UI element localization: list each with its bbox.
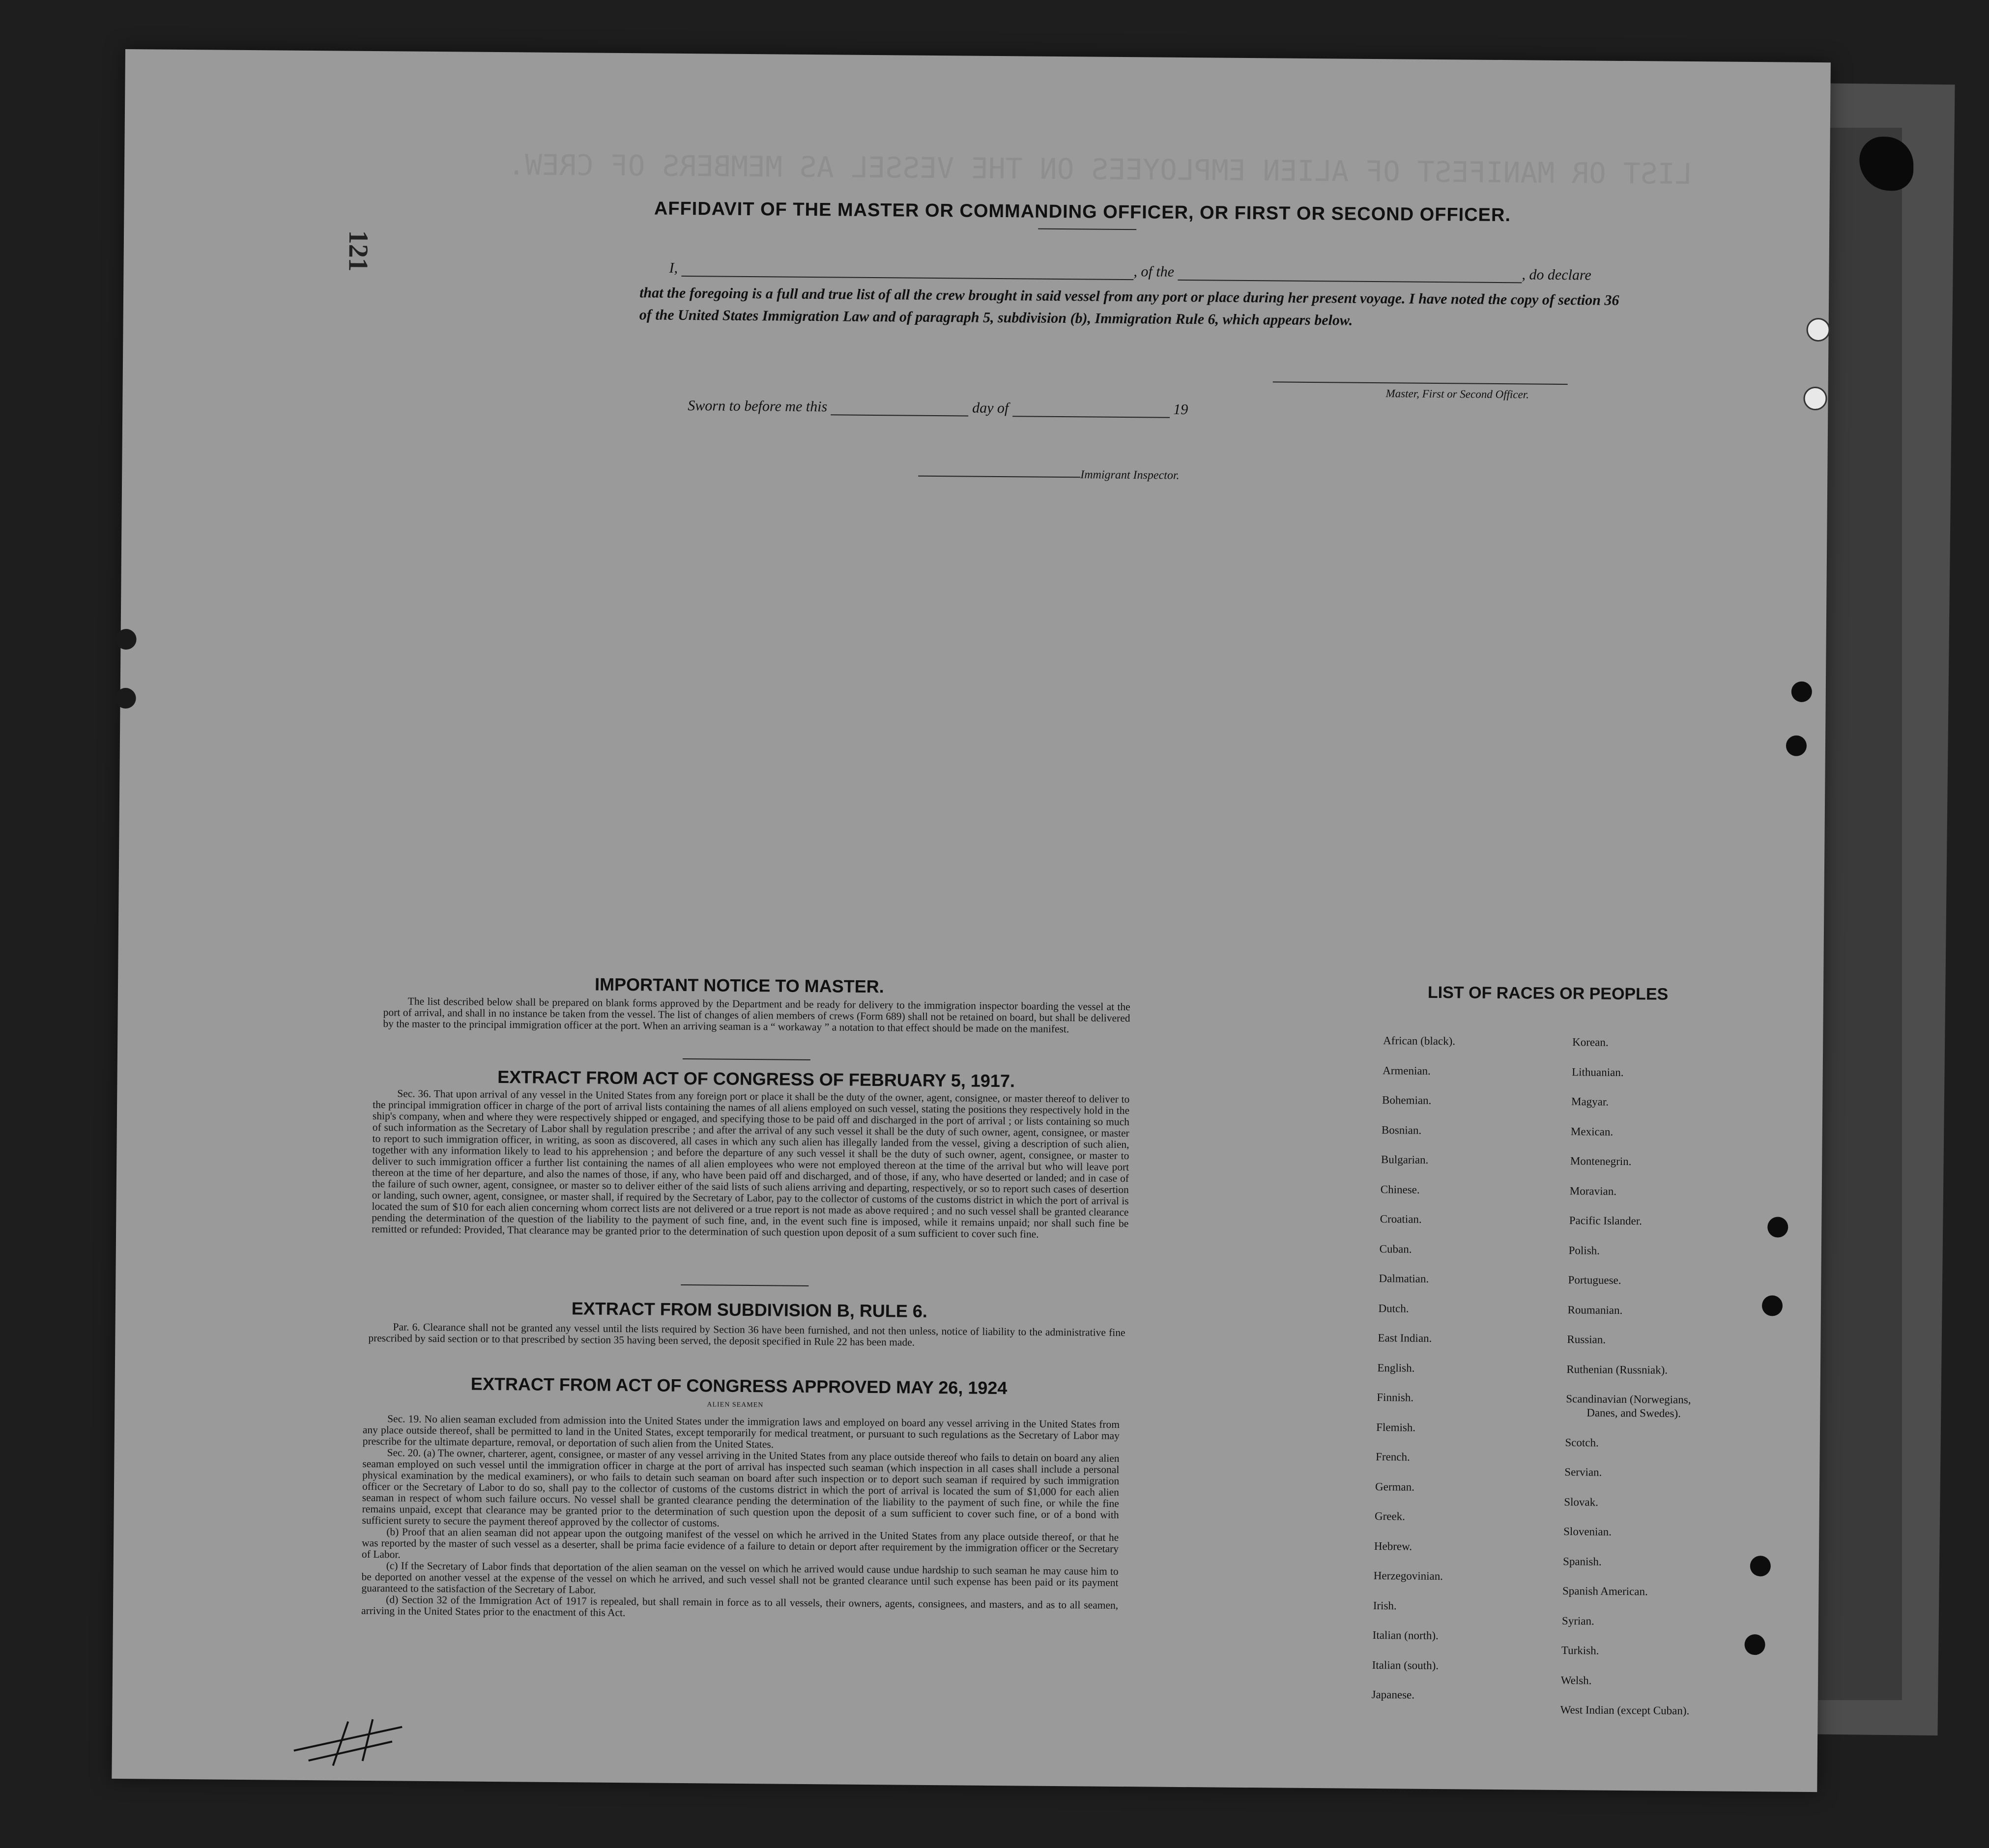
race-item: Portuguese. — [1568, 1274, 1621, 1286]
declaration-end: , do declare — [1522, 266, 1591, 284]
race-item: English. — [1377, 1361, 1415, 1374]
race-item: African (black). — [1383, 1034, 1456, 1048]
race-item: Spanish American. — [1562, 1585, 1648, 1598]
day-blank — [831, 414, 969, 416]
race-item: Chinese. — [1380, 1183, 1420, 1196]
race-item: Welsh. — [1560, 1674, 1592, 1687]
vessel-blank — [1178, 280, 1522, 283]
rule6-text: Par. 6. Clearance shall not be granted any vessel until the lists required by Section 36 have been furnished, and not then unless, notice of liability to the administrative fine prescribed by said section or to that prescribed by section 35 having been served, the deposit specified in Rule 22 has been made. — [368, 1321, 1125, 1348]
race-item: Mexican. — [1570, 1125, 1614, 1138]
notice-text: The list described below shall be prepared on blank forms approved by the Department and be ready for delivery to the immigration inspector boarding the vessel at the port of arrival, and shall in no instance be taken from the vessel. The list of changes of alien members of crews (Form 689) shall not be retained on board, but shall be delivered by the master to the principal immigration officer at the port. When an arriving seaman is a “ workaway ” a notation to that effect should be made on the manifest. — [383, 995, 1130, 1035]
race-item: Slovenian. — [1563, 1525, 1612, 1538]
manifest-page — [112, 49, 1831, 1792]
race-item: Bohemian. — [1382, 1094, 1432, 1107]
race-item: East Indian. — [1378, 1332, 1432, 1344]
affidavit-body: that the foregoing is a full and true list of all the crew brought in said vessel from any port or place during her present voyage. I have noted the copy of section 36 of the United States Immigration Law and of paragraph 5, subdivision (b), Immigration Rule 6, which appears below. — [639, 284, 1619, 329]
race-item: Pacific Islander. — [1569, 1214, 1643, 1227]
race-item: Montenegrin. — [1570, 1155, 1632, 1168]
name-blank — [681, 276, 1133, 280]
race-item: Irish. — [1373, 1599, 1397, 1612]
race-item: Herzegovinian. — [1373, 1569, 1443, 1583]
form-content — [112, 49, 1831, 1792]
title-rule — [1038, 228, 1136, 230]
race-item: Servian. — [1564, 1466, 1602, 1478]
race-item: Moravian. — [1569, 1184, 1617, 1197]
extract-1924-text — [361, 1413, 1120, 1622]
race-item: Danes, and Swedes). — [1586, 1406, 1681, 1420]
alien-seamen-subtitle: ALIEN SEAMEN — [707, 1401, 764, 1409]
races-title: LIST OF RACES OR PEOPLES — [1427, 983, 1669, 1004]
sec-20d-paragraph: (d) Section 32 of the Immigration Act of 1917 is repealed, but shall remain in force as to all vessels, their owners, agents, consignees, and masters, and as to all seamen, arriving in the United States prior to the enactment of this Act. — [361, 1593, 1119, 1619]
race-item: Roumanian. — [1567, 1303, 1623, 1316]
race-item: West Indian (except Cuban). — [1560, 1704, 1690, 1717]
rule6-title: EXTRACT FROM SUBDIVISION B, RULE 6. — [571, 1298, 928, 1321]
race-item: Japanese. — [1371, 1688, 1415, 1701]
race-item: Lithuanian. — [1572, 1065, 1624, 1079]
sec-20c-paragraph: (c) If the Secretary of Labor finds that deportation of the alien seaman on the vessel on which he arrived would cause undue hardship to such seaman he may cause him to be deported on another vessel at the expense of the vessel on which he arrived, and such vessel shall not be granted clearance until such expense has been paid or its payment guaranteed to the satisfaction of the Secretary of Labor. — [361, 1560, 1119, 1596]
race-item: Cuban. — [1379, 1242, 1412, 1255]
race-item: Polish. — [1568, 1244, 1600, 1257]
month-blank — [1012, 416, 1170, 418]
sworn-line — [688, 398, 1188, 418]
race-item: Dutch. — [1378, 1302, 1409, 1315]
race-item: Flemish. — [1376, 1421, 1416, 1434]
sec-19-paragraph: Sec. 19. No alien seaman excluded from admission into the United States under the immigration laws and employed on board any vessel arriving in the United States from any place outside thereof, shall be permitted to land in the United States, except temporarily for medical treatment, or pursuant to such regulations as the Secretary of Labor may prescribe for the ultimate departure, removal, or deportation of such alien from the United States. — [362, 1413, 1120, 1450]
race-item: French. — [1376, 1450, 1410, 1463]
notice-title: IMPORTANT NOTICE TO MASTER. — [594, 974, 884, 997]
race-item: Finnish. — [1377, 1391, 1414, 1404]
signature-line — [1273, 381, 1568, 385]
notice-rule — [683, 1058, 810, 1060]
race-item: German. — [1375, 1480, 1415, 1493]
declaration-i: I, — [669, 259, 678, 276]
race-item: Scandinavian (Norwegians, — [1566, 1393, 1691, 1406]
race-item: Turkish. — [1561, 1644, 1599, 1657]
race-item: Croatian. — [1380, 1213, 1422, 1225]
sec-20a-paragraph: Sec. 20. (a) The owner, charterer, agent, consignee, or master of any vessel arriving in the United States from any place outside thereof who fails to detain on board any alien seaman employed on such vessel until the immigration officer in charge at the port of arrival has inspected such seaman (which inspection in all cases shall include a personal physical examination by the medical examiners), or who fails to detain such seaman on board after such inspection or to deport such seaman if required by such immigration officer or the Secretary of Labor to do so, shall pay to the collector of customs of the customs district in which the port of arrival is located the sum of $1,000 for each alien seaman in respect of whom such failure occurs. No vessel shall be granted clearance pending the determination of the liability to the payment of such fine, or while the fine remains unpaid, except that clearance may be granted prior to the determination of such question upon the deposit of a sum sufficient to cover such fine, or of a bond with sufficient surety to secure the payment thereof approved by the collector of customs. — [362, 1447, 1120, 1529]
sec-20b-paragraph: (b) Proof that an alien seaman did not appear upon the outgoing manifest of the vessel on which he arrived in the United States from any place outside thereof, or that he was reported by the master of such vessel as a deserter, shall be prima facie evidence of a failure to detain or deport after requirement by the immigration officer or the Secretary of Labor. — [361, 1526, 1119, 1561]
race-item: Magyar. — [1571, 1095, 1609, 1108]
race-item: Italian (north). — [1372, 1629, 1439, 1642]
affidavit-title: AFFIDAVIT OF THE MASTER OR COMMANDING OFFICER, OR FIRST OR SECOND OFFICER. — [654, 198, 1511, 226]
race-item: Hebrew. — [1374, 1539, 1412, 1553]
race-item: Syrian. — [1561, 1614, 1594, 1627]
race-item: Spanish. — [1563, 1555, 1602, 1568]
race-item: Russian. — [1567, 1333, 1606, 1346]
race-item: Scotch. — [1565, 1436, 1599, 1449]
inspector-line — [918, 476, 1080, 478]
signature-label: Master, First or Second Officer. — [1385, 387, 1529, 401]
race-item: Korean. — [1572, 1036, 1609, 1049]
sworn-start: Sworn to before me this — [688, 398, 828, 415]
race-item: Greek. — [1374, 1510, 1406, 1523]
inspector-label: Immigrant Inspector. — [1080, 468, 1180, 482]
page-number: 121 — [343, 230, 374, 272]
race-item: Italian (south). — [1372, 1658, 1439, 1672]
race-item: Slovak. — [1564, 1495, 1599, 1508]
bleedthrough-title: LIST OR MANIFEST OF ALIEN EMPLOYEES ON THE VESSEL AS MEMBERS OF CREW. — [507, 148, 1692, 191]
sworn-year: 19 — [1173, 401, 1188, 418]
race-item: Armenian. — [1383, 1064, 1431, 1077]
extract-1917-text: Sec. 36. That upon arrival of any vessel in the United States from any foreign port or place it shall be the duty of the owner, agent, consignee, or master thereof to deliver to the principal immigration officer in charge of the port of arrival lists containing the names of all aliens employed on such vessel, stating the positions they respectively hold in the ship's company, when and where they were respectively shipped or engaged, and specifying those to be paid off and discharged in the port of arrival ; or lists containing so much of such information as the Secretary of Labor shall by regulation prescribe ; and after the arrival of any such vessel it shall be the duty of such owner, agent, consignee, or master to report to such immigration officer, in writing, as soon as discovered, all cases in which any such alien has illegally landed from the vessel, giving a description of such alien, together with any information likely to lead to his apprehension ; and before the departure of any such vessel it shall be the duty of such owner, agent, consignee, or master to deliver to such immigration officer a further list containing the names of all alien employees who were not employed thereon at the time of the arrival but who will leave port thereon at the time of her departure, and also the names of those, if any, who have been paid off and discharged, and of those, if any, who have deserted or landed; and in case of the failure of such owner, agent, consignee, or master so to deliver either of the said lists of such aliens arriving and departing, respectively, or so to report such cases of desertion or landing, such owner, agent, consignee, or master shall, if required by the Secretary of Labor, pay to the collector of customs of the customs district in which the port of arrival is located the sum of $10 for each alien concerning whom correct lists are not delivered or a true report is not made as above required ; and no such vessel shall be granted clearance pending the determination of the question of the liability to the payment of such fine, and, in the event such fine is imposed, while it remains unpaid; nor shall such fine be remitted or refunded: Provided, That clearance may be granted prior to the determination of such question upon deposit of a sum sufficient to cover such fine. — [372, 1087, 1130, 1240]
extract-1924-title: EXTRACT FROM ACT OF CONGRESS APPROVED MAY 26, 1924 — [470, 1373, 1008, 1398]
declaration-line — [669, 260, 1591, 284]
race-item: Bosnian. — [1381, 1123, 1422, 1137]
extract-1917-rule — [681, 1284, 808, 1286]
race-item: Ruthenian (Russniak). — [1566, 1363, 1668, 1376]
race-item: Dalmatian. — [1379, 1272, 1429, 1285]
declaration-of-the: , of the — [1133, 263, 1175, 280]
sworn-day-of: day of — [972, 399, 1009, 417]
extract-1917-title: EXTRACT FROM ACT OF CONGRESS OF FEBRUARY 5, 1917. — [497, 1067, 1015, 1091]
underlying-sheet-edge — [1818, 128, 1902, 1700]
race-item: Bulgarian. — [1381, 1153, 1429, 1166]
handwritten-mark — [289, 1711, 417, 1771]
